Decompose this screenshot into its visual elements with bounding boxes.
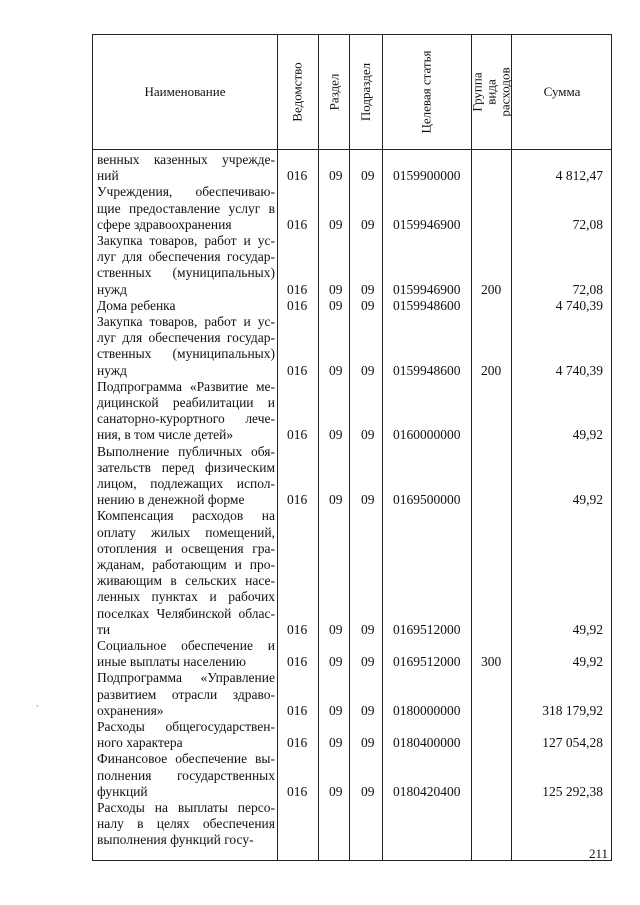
row-podrazdel: 09 xyxy=(361,783,375,799)
row-podrazdel: 09 xyxy=(361,362,375,378)
row-name-line: Расходы на выплаты персо- xyxy=(97,800,275,815)
row-name-line: Финансовое обеспечение вы- xyxy=(97,751,275,767)
row-name xyxy=(97,670,275,719)
row-celevaya: 0159900000 xyxy=(393,168,461,184)
row-name-line: живающим в сельских насе- xyxy=(97,573,275,589)
row-name-line: налу в целях обеспечения xyxy=(97,816,275,832)
row-vedomstvo: 016 xyxy=(287,168,308,184)
row-podrazdel: 09 xyxy=(361,492,375,508)
row-vedomstvo: 016 xyxy=(287,216,308,232)
header-celevaya xyxy=(383,35,471,149)
row-name-line: нужд xyxy=(97,362,127,378)
row-vedomstvo: 016 xyxy=(287,492,308,508)
header-razdel-label: Раздел xyxy=(326,73,341,111)
row-summa: 318 179,92 xyxy=(542,702,603,718)
row-name xyxy=(97,233,275,298)
row-celevaya: 0160000000 xyxy=(393,427,461,443)
row-name-line: луг для обеспечения государ- xyxy=(97,330,275,346)
row-name-line: отопления и освещения гра- xyxy=(97,540,275,556)
row-name-line: ленных пунктах и рабочих xyxy=(97,589,275,605)
row-name-line: санаторно-курортного лече- xyxy=(97,411,275,427)
row-vedomstvo: 016 xyxy=(287,427,308,443)
row-celevaya: 0180000000 xyxy=(393,702,461,718)
row-name xyxy=(97,298,275,314)
row-name xyxy=(97,508,275,638)
header-summa-label: Сумма xyxy=(543,84,581,99)
table-row xyxy=(93,751,611,800)
row-vedomstvo: 016 xyxy=(287,362,308,378)
row-name-line: выполнения функций госу- xyxy=(97,832,254,848)
row-summa: 72,08 xyxy=(572,281,603,297)
row-name-line: луг для обеспечения государ- xyxy=(97,249,275,265)
row-razdel: 09 xyxy=(329,702,343,718)
table-row xyxy=(93,152,611,184)
row-name-line: жданам, работающим и про- xyxy=(97,557,275,572)
row-podrazdel: 09 xyxy=(361,297,375,313)
row-name-line: ственных (муниципальных) xyxy=(97,346,275,362)
row-summa: 125 292,38 xyxy=(542,783,603,799)
row-name xyxy=(97,314,275,379)
row-summa: 127 054,28 xyxy=(542,735,603,751)
row-name-line: Социальное обеспечение и xyxy=(97,638,275,653)
row-podrazdel: 09 xyxy=(361,216,375,232)
row-gruppa: 200 xyxy=(481,362,502,378)
row-celevaya: 0159948600 xyxy=(393,297,461,313)
row-name-line: развитием отрасли здраво- xyxy=(97,686,275,702)
row-vedomstvo: 016 xyxy=(287,281,308,297)
row-name-line: полнения государственных xyxy=(97,767,275,783)
row-name-line: ти xyxy=(97,621,111,637)
row-name-line: Дома ребенка xyxy=(97,297,176,313)
row-name xyxy=(97,379,275,444)
row-celevaya: 0159946900 xyxy=(393,281,461,297)
table-row xyxy=(93,508,611,638)
row-name-line: ний xyxy=(97,168,119,184)
row-name-line: Расходы общегосударствен- xyxy=(97,719,275,734)
header-gruppa xyxy=(469,35,513,149)
row-vedomstvo: 016 xyxy=(287,654,308,670)
row-name xyxy=(97,800,275,849)
row-razdel: 09 xyxy=(329,783,343,799)
row-summa: 49,92 xyxy=(572,621,603,637)
table-row xyxy=(93,719,611,751)
row-razdel: 09 xyxy=(329,735,343,751)
row-name-line: охранения» xyxy=(97,702,164,718)
row-summa: 4 812,47 xyxy=(555,168,603,184)
row-name-line: Подпрограмма «Развитие ме- xyxy=(97,378,275,394)
row-podrazdel: 09 xyxy=(361,168,375,184)
header-celevaya-label: Целевая статья xyxy=(418,50,434,134)
row-summa: 4 740,39 xyxy=(555,362,603,378)
row-name-line: зательств перед физическим xyxy=(97,459,275,475)
row-name xyxy=(97,719,275,751)
row-vedomstvo: 016 xyxy=(287,621,308,637)
row-name-line: функций xyxy=(97,783,148,799)
row-podrazdel: 09 xyxy=(361,702,375,718)
row-name-line: нению в денежной форме xyxy=(97,492,245,508)
row-vedomstvo: 016 xyxy=(287,735,308,751)
row-podrazdel: 09 xyxy=(361,735,375,751)
row-razdel: 09 xyxy=(329,297,343,313)
row-summa: 49,92 xyxy=(572,654,603,670)
header-divider xyxy=(93,149,611,150)
row-summa: 4 740,39 xyxy=(555,297,603,313)
row-gruppa: 300 xyxy=(481,654,502,670)
row-name-line: Подпрограмма «Управление xyxy=(97,670,275,686)
row-name-line: Закупка товаров, работ и ус- xyxy=(97,233,275,248)
header-vedomstvo xyxy=(278,35,318,149)
header-razdel xyxy=(319,35,349,149)
row-name-line: венных казенных учрежде- xyxy=(97,152,275,167)
header-vedomstvo-label: Ведомство xyxy=(290,62,305,122)
row-celevaya: 0180420400 xyxy=(393,783,461,799)
row-razdel: 09 xyxy=(329,216,343,232)
row-celevaya: 0180400000 xyxy=(393,735,461,751)
row-celevaya: 0159946900 xyxy=(393,216,461,232)
row-name xyxy=(97,152,275,184)
row-name-line: оплату жилых помещений, xyxy=(97,524,275,540)
row-name xyxy=(97,184,275,233)
row-name-line: лицом, подлежащих испол- xyxy=(97,476,275,491)
row-name xyxy=(97,751,275,800)
row-name-line: дицинской реабилитации и xyxy=(97,395,275,410)
row-name-line: Выполнение публичных обя- xyxy=(97,443,275,459)
table-row xyxy=(93,670,611,719)
row-celevaya: 0159948600 xyxy=(393,362,461,378)
budget-table xyxy=(92,34,612,861)
row-razdel: 09 xyxy=(329,281,343,297)
row-podrazdel: 09 xyxy=(361,654,375,670)
table-row xyxy=(93,379,611,444)
row-podrazdel: 09 xyxy=(361,621,375,637)
header-gruppa-label: Группа вида расходов xyxy=(469,67,513,117)
row-name-line: ного характера xyxy=(97,735,183,751)
row-name-line: Закупка товаров, работ и ус- xyxy=(97,314,275,329)
row-summa: 72,08 xyxy=(572,216,603,232)
table-row xyxy=(93,800,611,849)
row-name-line: ния, в том числе детей» xyxy=(97,427,234,443)
table-row xyxy=(93,298,611,314)
header-summa xyxy=(512,35,612,149)
header-name-label: Наименование xyxy=(144,84,226,99)
header-podrazdel-label: Подраздел xyxy=(358,62,374,122)
header-name xyxy=(93,35,277,149)
table-row xyxy=(93,184,611,233)
table-row xyxy=(93,638,611,670)
row-razdel: 09 xyxy=(329,427,343,443)
row-celevaya: 0169512000 xyxy=(393,621,461,637)
row-razdel: 09 xyxy=(329,168,343,184)
row-name xyxy=(97,638,275,670)
row-podrazdel: 09 xyxy=(361,281,375,297)
row-name-line: нужд xyxy=(97,281,127,297)
table-row xyxy=(93,444,611,509)
row-vedomstvo: 016 xyxy=(287,297,308,313)
row-name-line: щие предоставление услуг в xyxy=(97,200,275,216)
row-name-line: сфере здравоохранения xyxy=(97,216,232,232)
row-vedomstvo: 016 xyxy=(287,702,308,718)
row-name-line: ственных (муниципальных) xyxy=(97,265,275,281)
row-name-line: иные выплаты населению xyxy=(97,654,246,670)
row-celevaya: 0169500000 xyxy=(393,492,461,508)
row-vedomstvo: 016 xyxy=(287,783,308,799)
row-name xyxy=(97,444,275,509)
row-summa: 49,92 xyxy=(572,492,603,508)
page-number: 211 xyxy=(588,846,608,861)
row-razdel: 09 xyxy=(329,621,343,637)
row-razdel: 09 xyxy=(329,362,343,378)
table-row xyxy=(93,314,611,379)
row-gruppa: 200 xyxy=(481,281,502,297)
row-razdel: 09 xyxy=(329,492,343,508)
scan-mark: ` xyxy=(36,704,39,713)
row-summa: 49,92 xyxy=(572,427,603,443)
row-name-line: поселках Челябинской облас- xyxy=(97,605,275,621)
row-razdel: 09 xyxy=(329,654,343,670)
row-name-line: Учреждения, обеспечиваю- xyxy=(97,184,275,200)
row-name-line: Компенсация расходов на xyxy=(97,508,275,524)
row-podrazdel: 09 xyxy=(361,427,375,443)
table-row xyxy=(93,233,611,298)
header-podrazdel xyxy=(350,35,382,149)
row-celevaya: 0169512000 xyxy=(393,654,461,670)
